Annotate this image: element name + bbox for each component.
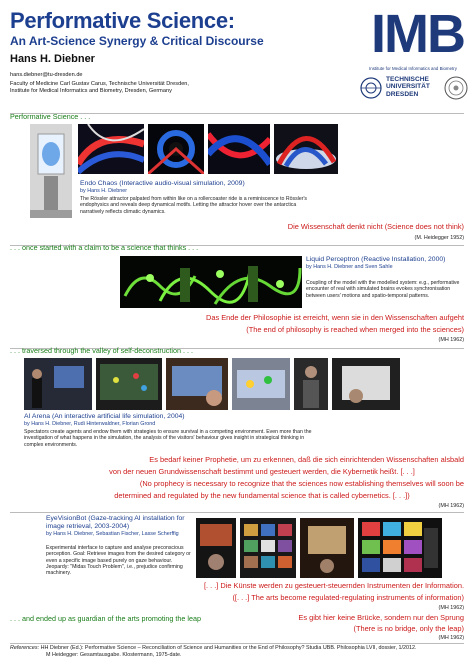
- project-authors-eyevisionbot: by Hans H. Diebner, Sebastian Fischer, Lasse Scherffig: [46, 531, 179, 537]
- tud-seal-icon: [444, 76, 468, 100]
- author-name: Hans H. Diebner: [10, 53, 95, 65]
- references-label: References:: [10, 645, 40, 651]
- project-authors-ai-arena: by Hans H. Diebner, Rudi Hinterwaldner, Florian Grond: [24, 421, 156, 427]
- quote-2-line-2: (The end of philosophy is reached when merged into the sciences): [246, 325, 464, 334]
- ai-arena-image-5: [294, 358, 328, 410]
- author-email: hans.diebner@tu-dresden.de: [10, 72, 83, 78]
- imb-caption: Institute for Medical Informatics and Biometry: [369, 66, 457, 71]
- quote-3-line-2: von der neuen Grundwissenschaft bestimmt und gesteuert werden, die Kybernetik heißt. [. . .]: [109, 467, 415, 476]
- affiliation-line-2: Institute for Medical Informatics and Biometry, Dresden, Germany: [10, 88, 172, 94]
- attribution-3: (MH 1962): [438, 503, 464, 509]
- tud-line-3: DRESDEN: [386, 90, 419, 98]
- section-heading-2: . . . once started with a claim to be a science that thinks . . .: [10, 243, 199, 252]
- affiliation-line-1: Faculty of Medicine Carl Gustav Carus, Technische Universität Dresden,: [10, 81, 189, 87]
- eyevisionbot-image-2: [240, 518, 296, 578]
- eyevisionbot-image-1: [196, 518, 236, 578]
- quote-3-line-3: (No prophecy is necessary to recognize that the sciences now establishing themselves will soon be: [139, 479, 464, 488]
- project-desc-eyevisionbot: Experimental interface to capture and analyse preconscious perception. Goal: Retrieve images from the desired category or even a specific image based purely on gaze behaviour. Jeopardy: "Midas Touch Problem", i.e., prejudice confirming machinery.: [46, 545, 191, 577]
- ai-arena-image-2: [96, 358, 162, 410]
- eyevisionbot-image-4: [358, 518, 442, 578]
- endo-chaos-image-2: [78, 124, 144, 174]
- endo-chaos-image-4: [208, 124, 270, 174]
- quote-4-line-2: ([. . .] The arts become regulated-regulating instruments of information): [232, 593, 464, 602]
- ai-arena-image-3: [166, 358, 228, 410]
- project-desc-liquid-perceptron: Coupling of the model with the modelled system: e.g., performative encounter of real with simulated brains evokes synchronisation between users' motions and spatio-temporal patterns.: [306, 280, 460, 299]
- quote-3-line-4: determined and regulated by the new fundamental science that is called cybernetics. [. . .]): [114, 491, 410, 500]
- project-title-endo-chaos: Endo Chaos (Interactive audio-visual simulation, 2009): [80, 180, 245, 187]
- endo-chaos-installation-image: [30, 124, 72, 218]
- tud-emblem-icon: [360, 77, 382, 99]
- reference-1: HH Diebner (Ed.): Performative Science – Reconciliation of Science and Humanities or the End of Philosophy? Studia UBB. Philosophia LVII, dossier, 1/2012.: [40, 645, 417, 651]
- quote-3-line-1: Es bedarf keiner Prophetie, um zu erkennen, daß die sich einrichtenden Wissenschaften alsbald: [149, 455, 464, 464]
- project-title-liquid-perceptron: Liquid Perceptron (Reactive Installation, 2000): [306, 256, 446, 263]
- quote-2-line-1: Das Ende der Philosophie ist erreicht, wenn sie in den Wissenschaften aufgeht: [206, 313, 464, 322]
- poster-title: Performative Science:: [10, 8, 235, 33]
- reference-2: M Heidegger: Gesamtausgabe. Klostermann, 1975-date.: [46, 652, 182, 658]
- closing-heading: . . . and ended up as guardian of the arts promoting the leap: [10, 614, 201, 623]
- project-title-ai-arena: AI Arena (An interactive artificial life simulation, 2004): [24, 413, 185, 420]
- closing-quote-line-2: (There is no bridge, only the leap): [353, 624, 464, 633]
- eyevisionbot-image-3: [300, 518, 354, 578]
- project-authors-endo-chaos: by Hans H. Diebner: [80, 188, 128, 194]
- imb-logo: [352, 6, 464, 64]
- attribution-2: (MH 1962): [438, 337, 464, 343]
- imb-letters: IMB: [371, 4, 464, 64]
- ai-arena-image-1: [24, 358, 92, 410]
- quote-1: Die Wissenschaft denkt nicht (Science does not think): [287, 222, 464, 231]
- ai-arena-image-4: [232, 358, 290, 410]
- closing-attribution: (MH 1962): [438, 635, 464, 641]
- project-title-eyevisionbot: EyeVisionBot (Gaze-tracking AI installation for image retrieval, 2003-2004): [46, 515, 185, 530]
- endo-chaos-image-3: [148, 124, 204, 174]
- tud-line-2: UNIVERSITÄT: [386, 83, 430, 91]
- attribution-4: (MH 1962): [438, 605, 464, 611]
- project-authors-liquid-perceptron: by Hans H. Diebner and Sven Sahle: [306, 264, 393, 270]
- liquid-perceptron-image: [120, 256, 302, 308]
- references: [10, 645, 466, 659]
- project-desc-endo-chaos: The Rössler attractor palpated from within like on a rollercoaster ride is a reminiscence to Rössler's endophysics and reveals deep dynamical motifs. Letting the attractor hover over the antarctica narratively reflects climatic dynamics.: [80, 196, 308, 215]
- section-heading-1: Performative Science . . .: [10, 112, 91, 121]
- quote-4-line-1: [. . .] Die Künste werden zu gesteuert-steuernden Instrumenten der Information.: [203, 581, 464, 590]
- endo-chaos-image-5: [274, 124, 338, 174]
- tud-logo: [360, 74, 470, 102]
- section-heading-3: . . . traversed through the valley of self-deconstruction . . .: [10, 346, 193, 355]
- poster-subtitle: An Art-Science Synergy & Critical Discourse: [10, 34, 264, 48]
- closing-quote-line-1: Es gibt hier keine Brücke, sondern nur den Sprung: [298, 613, 464, 622]
- project-desc-ai-arena: Spectators create agents and endow them with strategies to ensure survival in a competing environment. Even more than the investigation of what happens in the simulation, the analysis of the visitors' behaviour gives insight in strategical thinking in complex environments.: [24, 429, 312, 448]
- attribution-1: (M. Heidegger 1952): [414, 235, 464, 241]
- author-affiliation: [10, 72, 300, 95]
- ai-arena-image-6: [332, 358, 400, 410]
- tud-line-1: TECHNISCHE: [386, 76, 429, 83]
